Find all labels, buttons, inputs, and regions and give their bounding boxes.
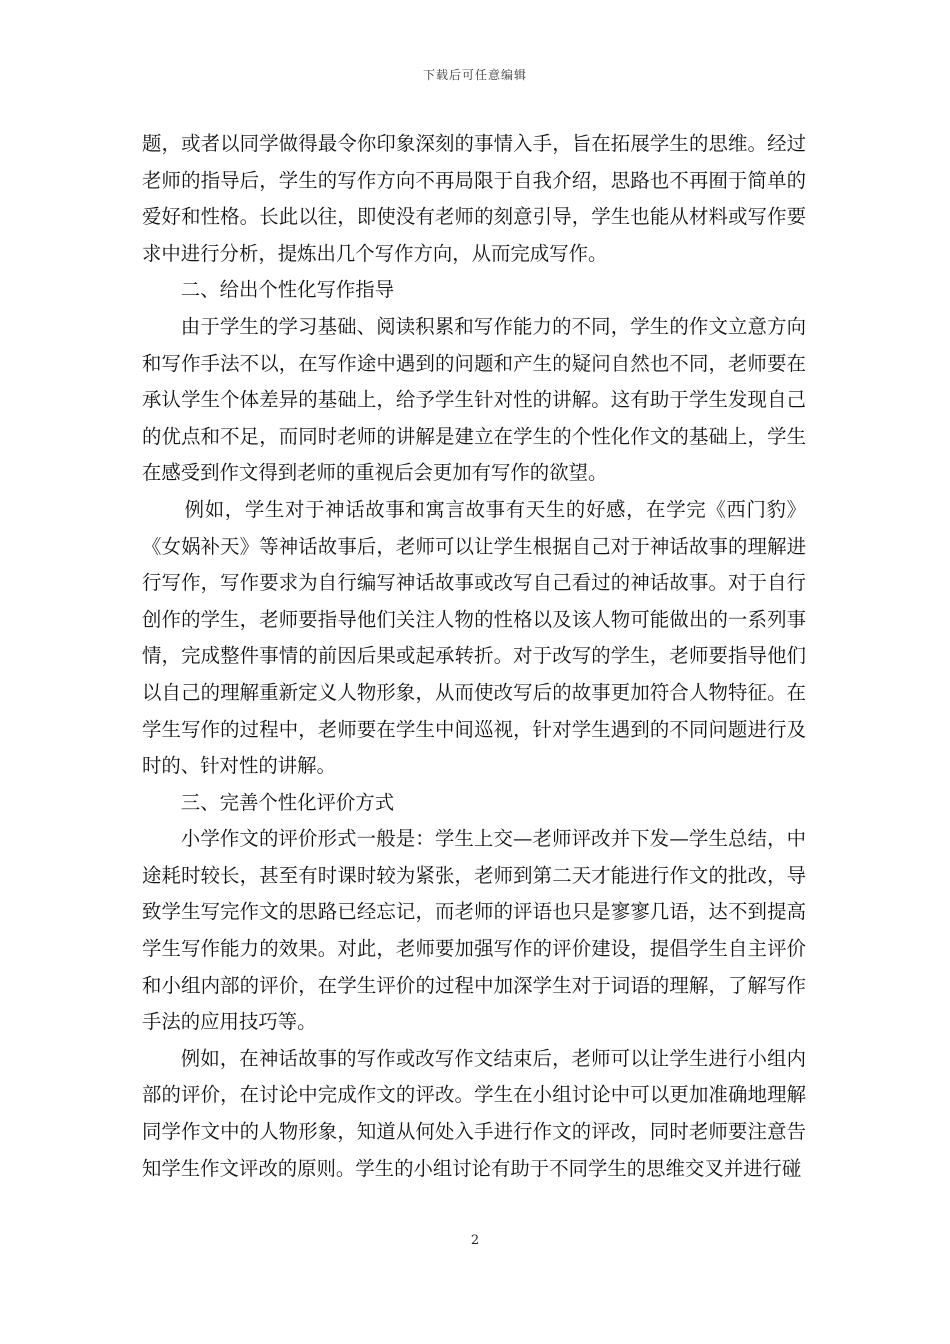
page-header: 下载后可任意编辑 [422, 68, 527, 82]
document-body [142, 126, 806, 1187]
section-heading-3: 三、完善个性化评价方式 [180, 790, 395, 814]
page-number: 2 [470, 1233, 480, 1248]
paragraph-continuation: 题，或者以同学做得最令你印象深刻的事情入手，旨在拓展学生的思维。经过老师的指导后，学生的写作方向不再局限于自我介绍，思路也不再囿于简单的爱好和性格。长此以往，即使没有老师的刻意引导，学生也能从材料或写作要求中进行分析，提炼出几个写作方向，从而完成写作。 [142, 132, 806, 265]
paragraph: 例如，在神话故事的写作或改写作文结束后，老师可以让学生进行小组内部的评价，在讨论中完成作文的评改。学生在小组讨论中可以更加准确地理解同学作文中的人物形象，知道从何处入手进行作文的评改，同时老师要注意告知学生作文评改的原则。学生的小组讨论有助于不同学生的思维交叉并进行碰 [142, 1046, 806, 1180]
paragraph: 小学作文的评价形式一般是：学生上交—老师评改并下发—学生总结，中途耗时较长，甚至有时课时较为紧张，老师到第二天才能进行作文的批改，导致学生写完作文的思路已经忘记，而老师的评语也只是寥寥几语，达不到提高学生写作能力的效果。对此，老师要加强写作的评价建设，提倡学生自主评价和小组内部的评价，在学生评价的过程中加深学生对于词语的理解，了解写作手法的应用技巧等。 [142, 827, 806, 1034]
section-heading-2: 二、给出个性化写作指导 [180, 278, 395, 302]
paragraph: 例如，学生对于神话故事和寓言故事有天生的好感，在学完《西门豹》《女娲补天》等神话故事后，老师可以让学生根据自己对于神话故事的理解进行写作，写作要求为自行编写神话故事或改写自己看过的神话故事。对于自行创作的学生，老师要指导他们关注人物的性格以及该人物可能做出的一系列事情，完成整件事情的前因后果或起承转折。对于改写的学生，老师要指导他们以自己的理解重新定义人物形象，从而使改写后的故事更加符合人物特征。在学生写作的过程中，老师要在学生中间巡视，针对学生遇到的不同问题进行及时的、针对性的讲解。 [142, 497, 806, 778]
paragraph: 由于学生的学习基础、阅读积累和写作能力的不同，学生的作文立意方向和写作手法不以，在写作途中遇到的问题和产生的疑问自然也不同，老师要在承认学生个体差异的基础上，给予学生针对性的讲解。这有助于学生发现自己的优点和不足，而同时老师的讲解是建立在学生的个性化作文的基础上，学生在感受到作文得到老师的重视后会更加有写作的欲望。 [142, 314, 806, 485]
